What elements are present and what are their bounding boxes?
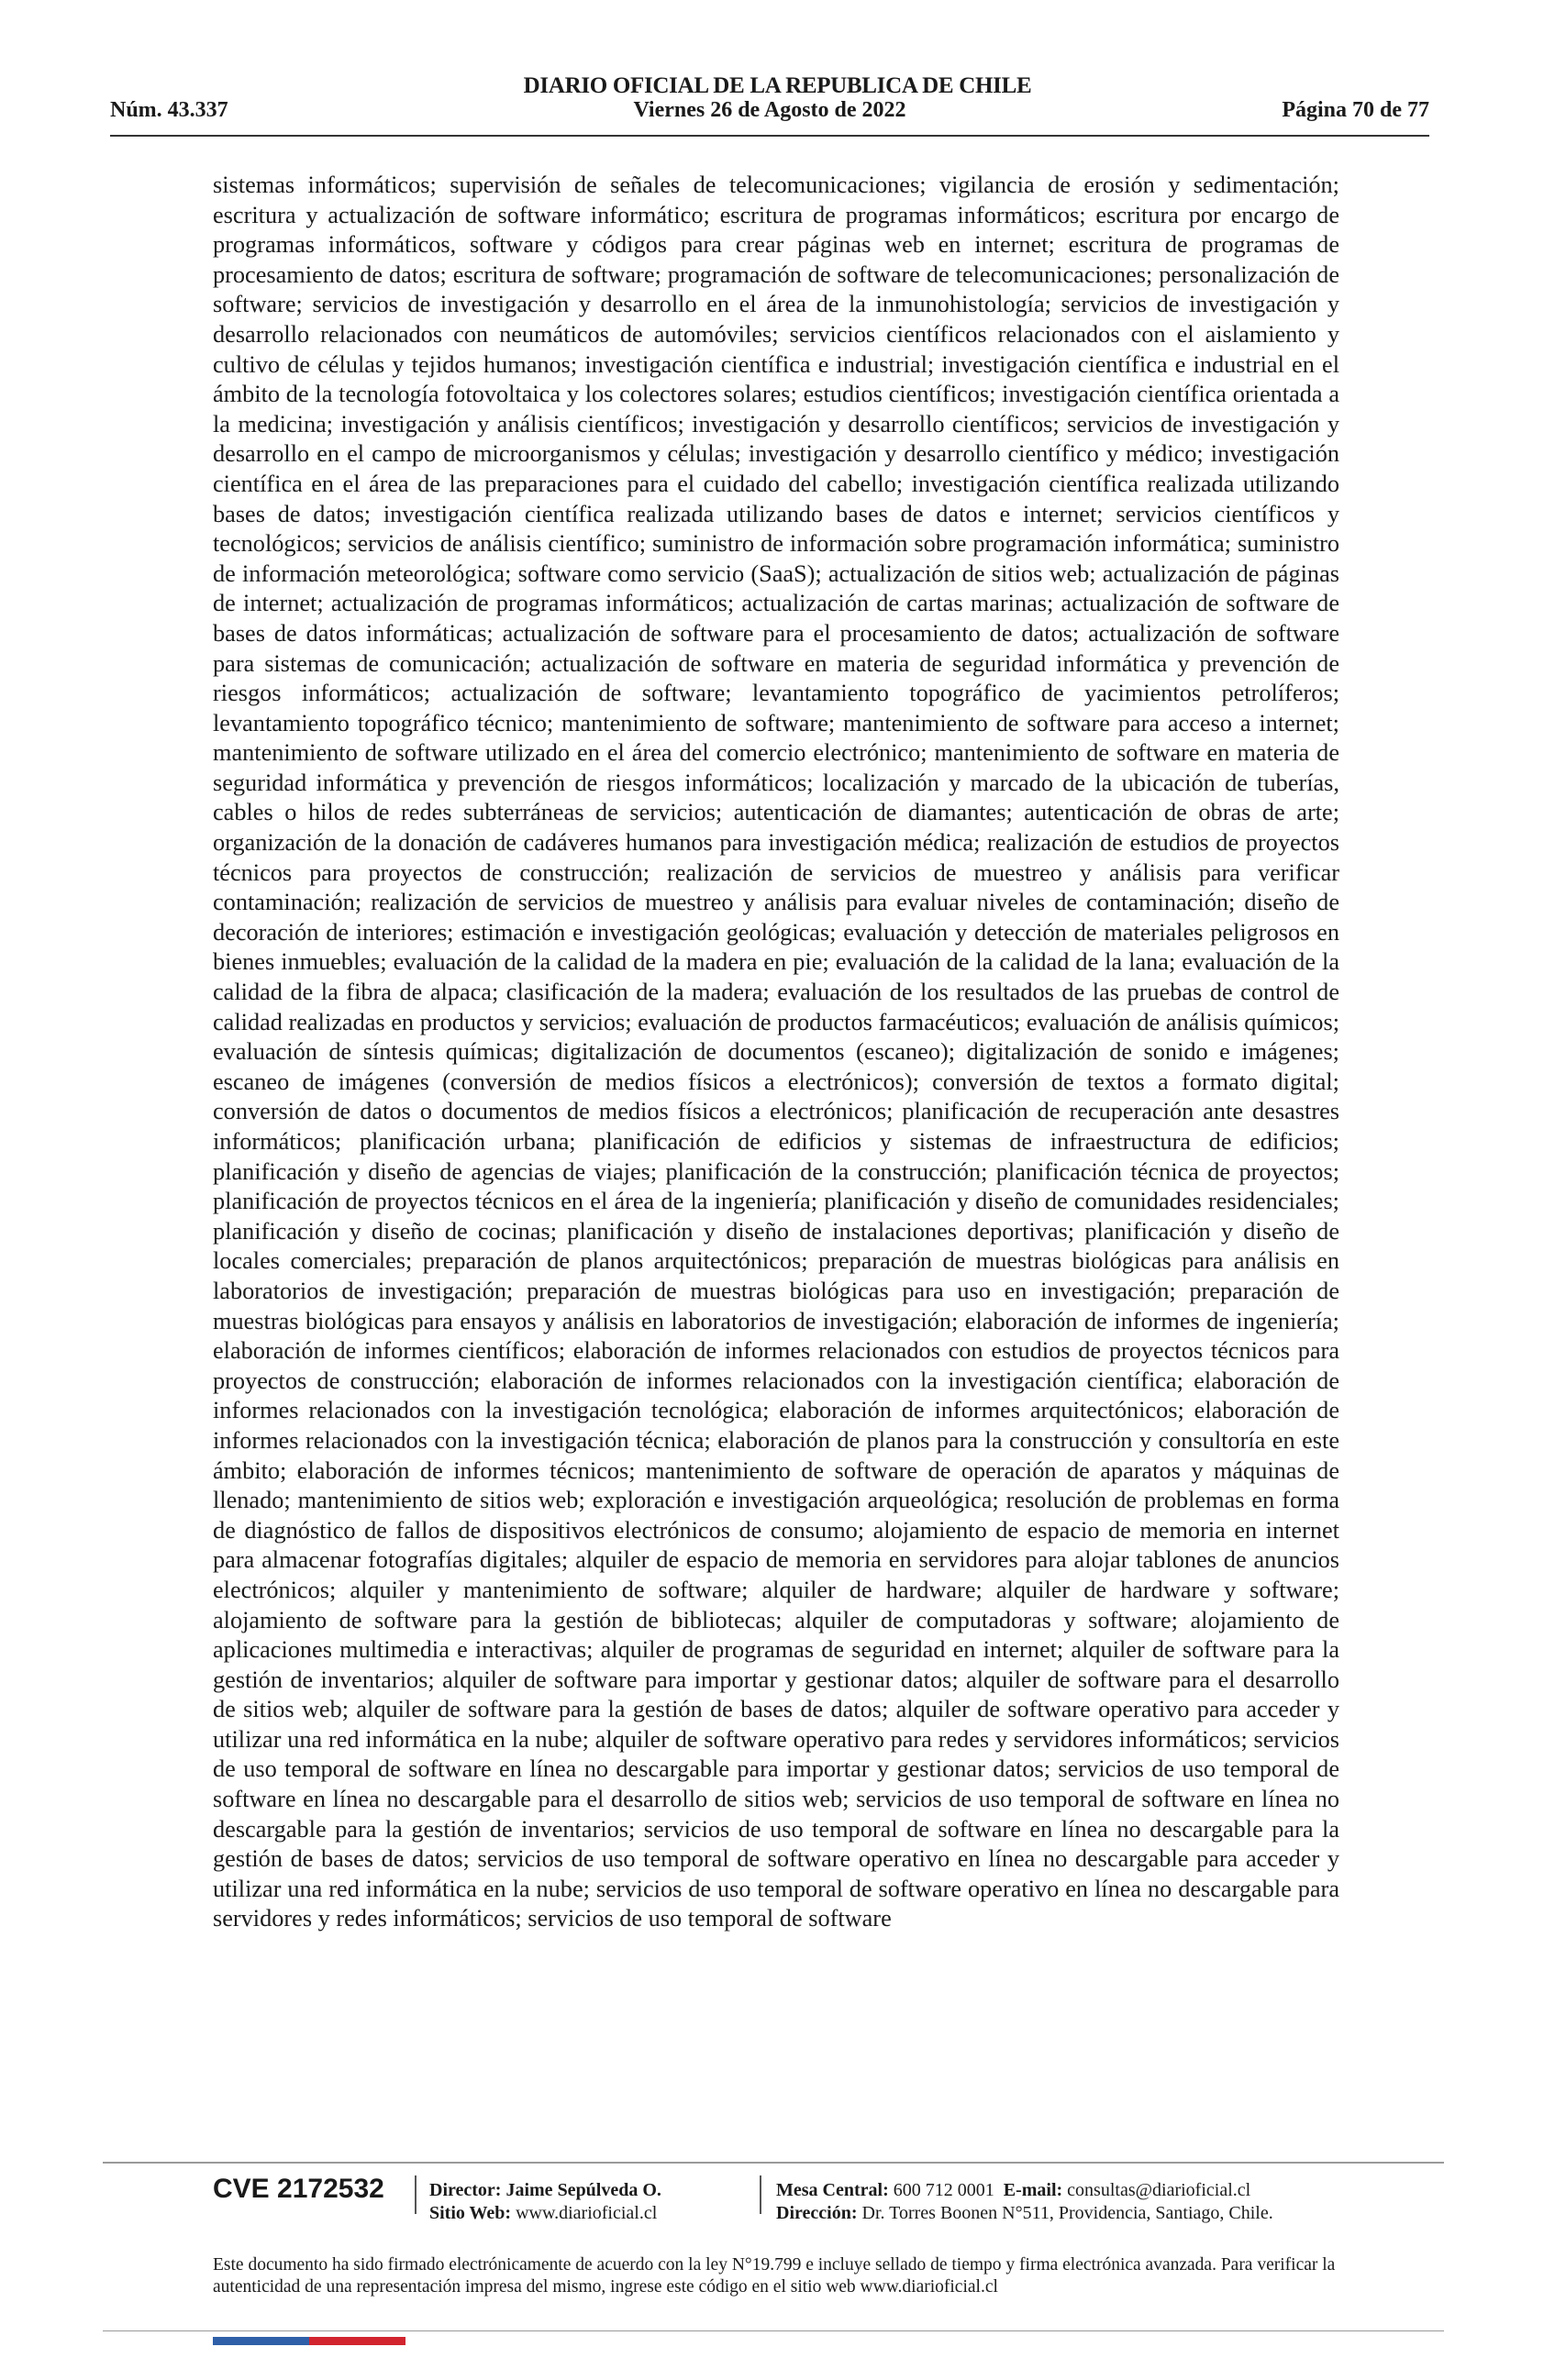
director-name: Jaime Sepúlveda O. (505, 2180, 661, 2200)
email-link[interactable]: consultas@diarioficial.cl (1067, 2180, 1251, 2200)
address-line: Dirección: Dr. Torres Boonen N°511, Providencia, Santiago, Chile. (776, 2203, 1273, 2223)
cve-code: CVE 2172532 (213, 2174, 384, 2204)
website-line: Sitio Web: www.diarioficial.cl (429, 2203, 658, 2223)
footer-separator (760, 2175, 761, 2214)
page-number: Página 70 de 77 (1282, 98, 1429, 122)
flag-red-segment (309, 2337, 405, 2345)
footer-separator (415, 2175, 417, 2214)
director-line: Director: Jaime Sepúlveda O. (429, 2180, 661, 2200)
phone-number: 600 712 0001 (893, 2180, 994, 2200)
page-header-row (110, 98, 1429, 129)
footer-divider (103, 2162, 1444, 2164)
body-paragraph: sistemas informáticos; supervisión de señales de telecomunicaciones; vigilancia de erosión y sedimentación; escritura y actualización de software informático; escritura de programas informáticos; escritura por encargo de programas informáticos, software y códigos para crear páginas web en internet; escritura de programas de procesamiento de datos; escritura de software; programación de software de telecomunicaciones; personalización de software; servicios de investigación y desarrollo en el área de la inmunohistología; servicios de investigación y desarrollo relacionados con neumáticos de automóviles; servicios científicos relacionados con el aislamiento y cultivo de células y tejidos humanos; investigación científica e industrial; investigación científica e industrial en el ámbito de la tecnología fotovoltaica y los colectores solares; estudios científicos; investigación científica orientada a la medicina; investigación y análisis científicos; investigación y desarrollo científicos; servicios de investigación y desarrollo en el campo de microorganismos y células; investigación y desarrollo científico y médico; investigación científica en el área de las preparaciones para el cuidado del cabello; investigación científica realizada utilizando bases de datos; investigación científica realizada utilizando bases de datos e internet; servicios científicos y tecnológicos; servicios de análisis científico; suministro de información sobre programación informática; suministro de información meteorológica; software como servicio (SaaS); actualización de sitios web; actualización de páginas de internet; actualización de programas informáticos; actualización de cartas marinas; actualización de software de bases de datos informáticas; actualización de software para el procesamiento de datos; actualización de software para sistemas de comunicación; actualización de software en materia de seguridad informática y prevención de riesgos informáticos; actualización de software; levantamiento topográfico de yacimientos petrolíferos; levantamiento topográfico técnico; mantenimiento de software; mantenimiento de software para acceso a internet; mantenimiento de software utilizado en el área del comercio electrónico; mantenimiento de software en materia de seguridad informática y prevención de riesgos informáticos; localización y marcado de la ubicación de tuberías, cables o hilos de redes subterráneas de servicios; autenticación de diamantes; autenticación de obras de arte; organización de la donación de cadáveres humanos para investigación médica; realización de estudios de proyectos técnicos para proyectos de construcción; realización de servicios de muestreo y análisis para verificar contaminación; realización de servicios de muestreo y análisis para evaluar niveles de contaminación; diseño de decoración de interiores; estimación e investigación geológicas; evaluación y detección de materiales peligrosos en bienes inmuebles; evaluación de la calidad de la madera en pie; evaluación de la calidad de la lana; evaluación de la calidad de la fibra de alpaca; clasificación de la madera; evaluación de los resultados de las pruebas de control de calidad realizadas en productos y servicios; evaluación de productos farmacéuticos; evaluación de análisis químicos; evaluación de síntesis químicas; digitalización de documentos (escaneo); digitalización de sonido e imágenes; escaneo de imágenes (conversión de medios físicos a electrónicos); conversión de textos a formato digital; conversión de datos o documentos de medios físicos a electrónicos; planificación de recuperación ante desastres informáticos; planificación urbana; planificación de edificios y sistemas de infraestructura de edificios; planificación y diseño de agencias de viajes; planificación de la construcción; planificación técnica de proyectos; planificación de proyectos técnicos en el área de la ingeniería; planificación y diseño de comunidades residenciales; planificación y diseño de cocinas; planificación y diseño de instalaciones deportivas; planificación y diseño de locales comerciales; preparación de planos arquitectónicos; preparación de muestras biológicas para análisis en laboratorios de investigación; preparación de muestras biológicas para uso en investigación; preparación de muestras biológicas para ensayos y análisis en laboratorios de investigación; elaboración de informes de ingeniería; elaboración de informes científicos; elaboración de informes relacionados con estudios de proyectos técnicos para proyectos de construcción; elaboración de informes relacionados con la investigación científica; elaboración de informes relacionados con la investigación tecnológica; elaboración de informes arquitectónicos; elaboración de informes relacionados con la investigación técnica; elaboración de planos para la construcción y consultoría en este ámbito; elaboración de informes técnicos; mantenimiento de software de operación de aparatos y máquinas de llenado; mantenimiento de sitios web; exploración e investigación arqueológica; resolución de problemas en forma de diagnóstico de fallos de dispositivos electrónicos de consumo; alojamiento de espacio de memoria en internet para almacenar fotografías digitales; alquiler de espacio de memoria en servidores para alojar tablones de anuncios electrónicos; alquiler y mantenimiento de software; alquiler de hardware; alquiler de hardware y software; alojamiento de software para la gestión de bibliotecas; alquiler de computadoras y software; alojamiento de aplicaciones multimedia e interactivas; alquiler de programas de seguridad en internet; alquiler de software para la gestión de inventarios; alquiler de software para importar y gestionar datos; alquiler de software para el desarrollo de sitios web; alquiler de software para la gestión de bases de datos; alquiler de software operativo para acceder y utilizar una red informática en la nube; alquiler de software operativo para redes y servidores informáticos; servicios de uso temporal de software en línea no descargable para importar y gestionar datos; servicios de uso temporal de software en línea no descargable para el desarrollo de sitios web; servicios de uso temporal de software en línea no descargable para la gestión de inventarios; servicios de uso temporal de software en línea no descargable para la gestión de bases de datos; servicios de uso temporal de software operativo en línea no descargable para acceder y utilizar una red informática en la nube; servicios de uso temporal de software operativo en línea no descargable para servidores y redes informáticos; servicios de uso temporal de software (213, 172, 1339, 1932)
flag-stripe (213, 2337, 405, 2345)
director-block (429, 2179, 661, 2225)
signature-notice: Este documento ha sido firmado electrónicamente de acuerdo con la ley N°19.799 e incluye sellado de tiempo y firma electrónica avanzada. Para verificar la autenticidad de una representación impresa del mismo, ingrese este código en el sitio web www.diarioficial.cl (213, 2255, 1336, 2297)
issue-date: Viernes 26 de Agosto de 2022 (633, 98, 906, 122)
header-divider (110, 135, 1429, 137)
contact-line: Mesa Central: 600 712 0001 E-mail: consultas@diarioficial.cl (776, 2180, 1251, 2200)
page-header-title: DIARIO OFICIAL DE LA REPUBLICA DE CHILE (523, 73, 1032, 98)
bottom-divider (103, 2330, 1444, 2331)
flag-blue-segment (213, 2337, 309, 2345)
contact-block (776, 2179, 1273, 2225)
issue-number: Núm. 43.337 (110, 98, 228, 122)
website-link[interactable]: www.diarioficial.cl (516, 2203, 658, 2223)
address: Dr. Torres Boonen N°511, Providencia, Santiago, Chile. (861, 2203, 1273, 2223)
